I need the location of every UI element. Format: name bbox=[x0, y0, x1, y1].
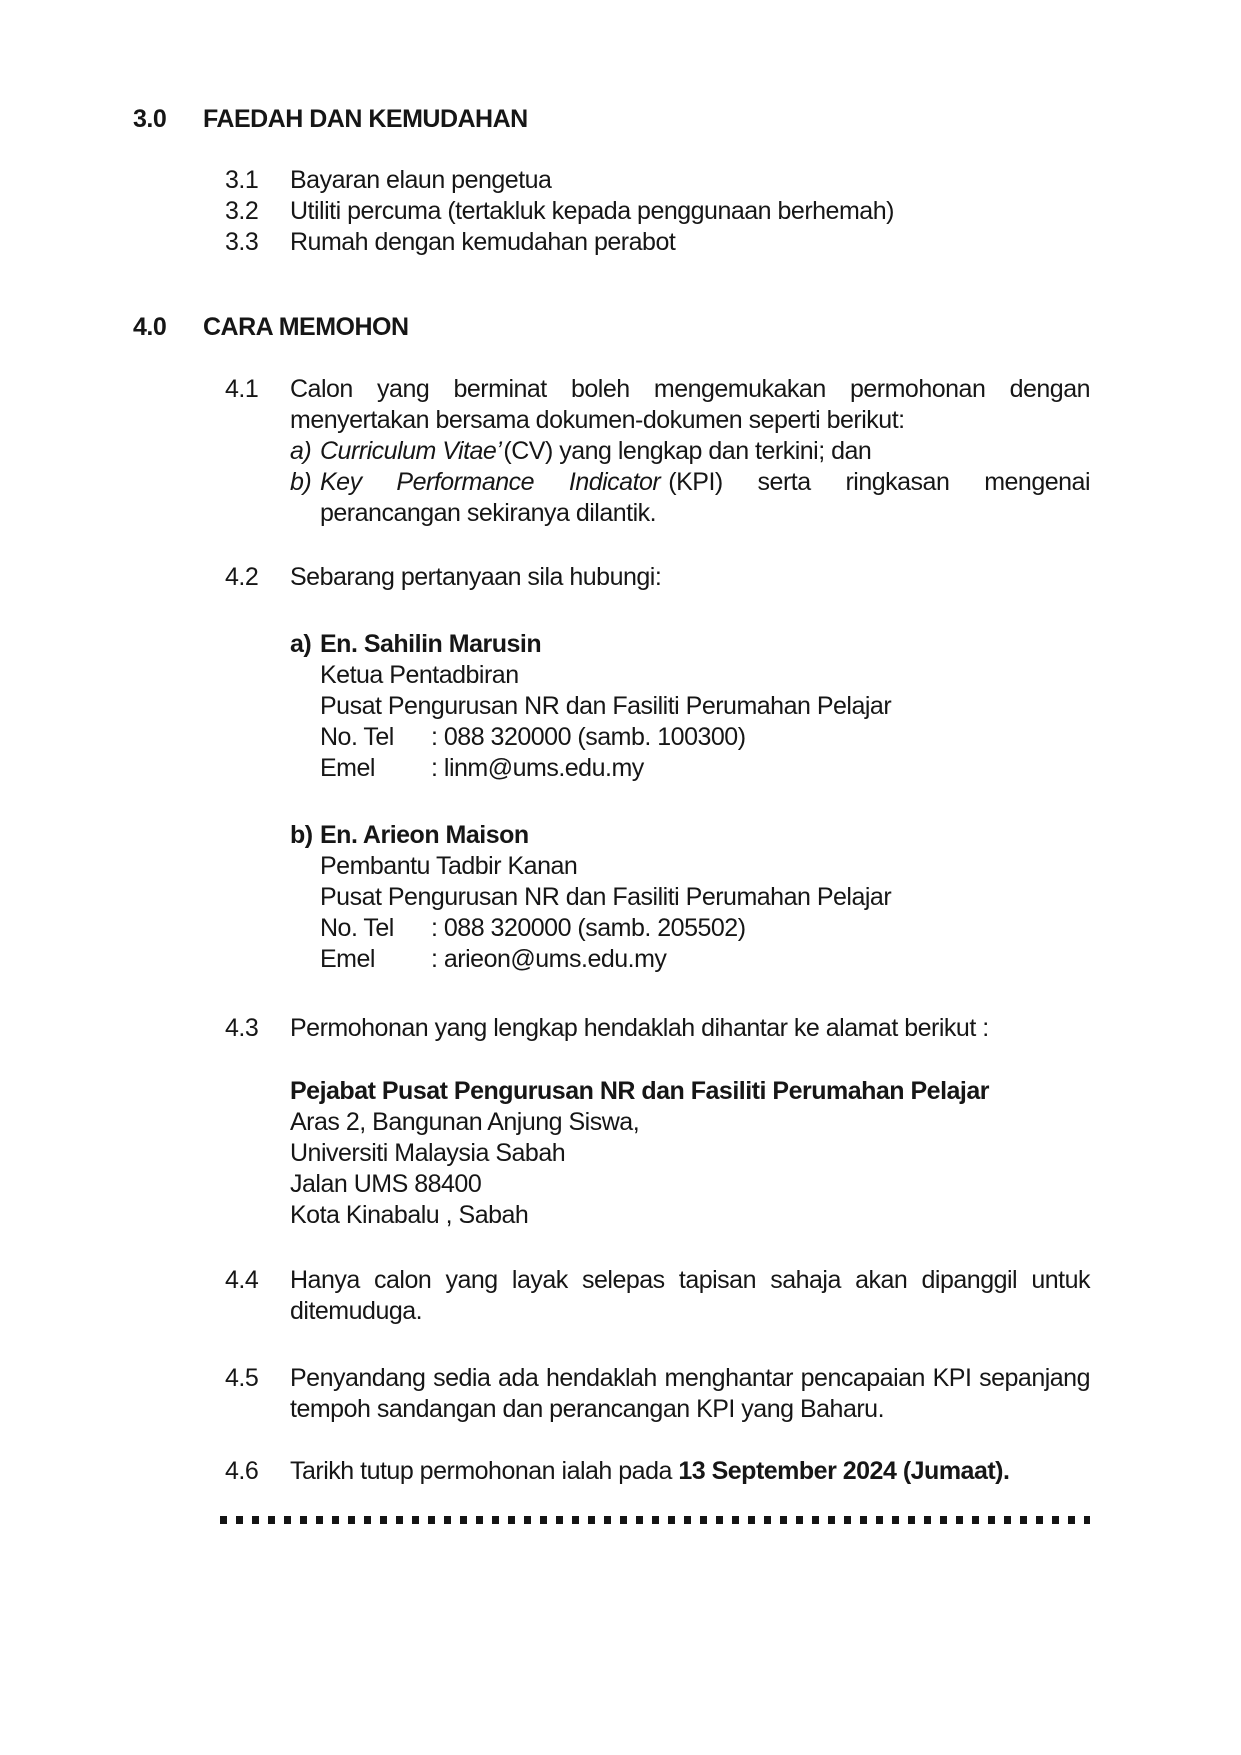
address-line: Aras 2, Bangunan Anjung Siswa, bbox=[290, 1108, 640, 1136]
item-text: Hanya calon yang layak selepas tapisan sahaja akan dipanggil untuk ditemuduga. bbox=[290, 1266, 1090, 1325]
contact-phone-row bbox=[320, 913, 1090, 944]
phone-value: : 088 320000 (samb. 100300) bbox=[431, 723, 746, 751]
mailing-address bbox=[290, 1076, 1090, 1231]
document-list-item-b bbox=[290, 467, 1090, 529]
phone-label: No. Tel bbox=[320, 723, 394, 751]
benefit-list bbox=[133, 165, 1241, 258]
contact-name-row bbox=[290, 820, 1090, 851]
item-number: 4.3 bbox=[225, 1014, 259, 1042]
italic-term: Key Performance Indicator bbox=[320, 468, 661, 496]
contact-name-row bbox=[290, 629, 1090, 660]
item-4-1 bbox=[225, 374, 1241, 529]
item-4-5 bbox=[225, 1363, 1241, 1425]
section-title: CARA MEMOHON bbox=[203, 313, 409, 341]
contact-card-a bbox=[290, 629, 1090, 784]
item-number: 4.2 bbox=[225, 563, 259, 591]
item-text: Utiliti percuma (tertakluk kepada penggunaan berhemah) bbox=[290, 197, 894, 225]
item-number: 3.1 bbox=[225, 166, 259, 194]
email-value: : linm@ums.edu.my bbox=[431, 754, 644, 782]
alpha-text bbox=[320, 467, 1090, 529]
address-line: Kota Kinabalu , Sabah bbox=[290, 1201, 529, 1229]
item-text: Permohonan yang lengkap hendaklah dihantar ke alamat berikut : bbox=[290, 1014, 989, 1042]
item-number: 4.1 bbox=[225, 375, 259, 403]
contact-department: Pusat Pengurusan NR dan Fasiliti Perumahan Pelajar bbox=[320, 883, 892, 911]
item-text: Rumah dengan kemudahan perabot bbox=[290, 228, 676, 256]
item-4-3 bbox=[225, 1013, 1241, 1231]
term-rest: (KPI) serta ringkasan mengenai perancangan sekiranya dilantik. bbox=[320, 468, 1090, 527]
contact-title: Pembantu Tadbir Kanan bbox=[320, 852, 578, 880]
address-office-name: Pejabat Pusat Pengurusan NR dan Fasiliti Perumahan Pelajar bbox=[290, 1077, 990, 1105]
closing-date-prefix: Tarikh tutup permohonan ialah pada bbox=[290, 1457, 679, 1485]
italic-term: Curriculum Vitae’ bbox=[320, 437, 502, 465]
phone-value: : 088 320000 (samb. 205502) bbox=[431, 914, 746, 942]
address-line: Jalan UMS 88400 bbox=[290, 1170, 482, 1198]
alpha-marker: a) bbox=[290, 437, 312, 465]
document-list-item-a bbox=[290, 436, 1090, 467]
item-number: 3.3 bbox=[225, 228, 259, 256]
item-text: Bayaran elaun pengetua bbox=[290, 166, 552, 194]
term-rest: (CV) yang lengkap dan terkini; dan bbox=[503, 437, 872, 465]
email-value: : arieon@ums.edu.my bbox=[431, 945, 667, 973]
section-heading bbox=[133, 104, 1241, 135]
alpha-marker: b) bbox=[290, 468, 312, 496]
section-title: FAEDAH DAN KEMUDAHAN bbox=[203, 105, 528, 133]
closing-date: 13 September 2024 (Jumaat). bbox=[678, 1457, 1010, 1485]
item-4-2 bbox=[225, 562, 1241, 975]
alpha-text bbox=[320, 436, 1090, 467]
email-label: Emel bbox=[320, 945, 375, 973]
contact-title: Ketua Pentadbiran bbox=[320, 661, 519, 689]
item-number: 4.4 bbox=[225, 1266, 259, 1294]
item-text: Penyandang sedia ada hendaklah menghantar pencapaian KPI sepanjang tempoh sandangan dan perancangan KPI yang Baharu. bbox=[290, 1364, 1090, 1423]
section-number: 3.0 bbox=[133, 105, 167, 133]
contact-email-row bbox=[320, 944, 1090, 975]
list-item bbox=[225, 165, 1241, 196]
item-text bbox=[290, 1456, 1090, 1487]
item-text: Calon yang berminat boleh mengemukakan permohonan dengan menyertakan bersama dokumen-dokumen seperti berikut: bbox=[290, 375, 1090, 434]
section-heading bbox=[133, 312, 1241, 343]
email-label: Emel bbox=[320, 754, 375, 782]
contact-details bbox=[320, 851, 1090, 975]
section-number: 4.0 bbox=[133, 313, 167, 341]
item-number: 3.2 bbox=[225, 197, 259, 225]
dotted-separator bbox=[220, 1516, 1090, 1524]
section-faedah-dan-kemudahan bbox=[133, 104, 1241, 258]
item-4-6 bbox=[225, 1456, 1241, 1487]
contact-department: Pusat Pengurusan NR dan Fasiliti Perumahan Pelajar bbox=[320, 692, 892, 720]
list-item bbox=[225, 227, 1241, 258]
section-cara-memohon bbox=[133, 312, 1241, 1487]
contact-card-b bbox=[290, 820, 1090, 975]
contact-name: En. Arieon Maison bbox=[320, 821, 529, 849]
item-number: 4.5 bbox=[225, 1364, 259, 1392]
item-4-4 bbox=[225, 1265, 1241, 1327]
alpha-marker: b) bbox=[290, 821, 313, 849]
list-item bbox=[225, 196, 1241, 227]
contact-email-row bbox=[320, 753, 1090, 784]
contact-details bbox=[320, 660, 1090, 784]
phone-label: No. Tel bbox=[320, 914, 394, 942]
contact-name: En. Sahilin Marusin bbox=[320, 630, 542, 658]
contact-phone-row bbox=[320, 722, 1090, 753]
item-number: 4.6 bbox=[225, 1457, 259, 1485]
address-line: Universiti Malaysia Sabah bbox=[290, 1139, 566, 1167]
alpha-marker: a) bbox=[290, 630, 312, 658]
item-text: Sebarang pertanyaan sila hubungi: bbox=[290, 563, 662, 591]
